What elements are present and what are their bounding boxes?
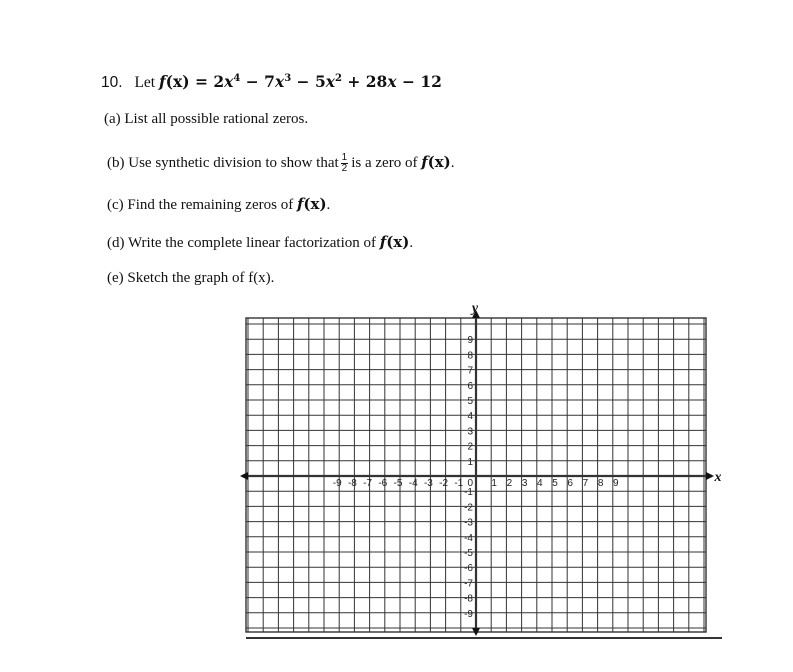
y-tick-label: -6 [464, 563, 473, 575]
y-tick-label: 8 [467, 350, 473, 362]
y-tick-label: -3 [464, 517, 473, 529]
variable: x [387, 72, 397, 91]
y-tick-label: -5 [464, 548, 473, 559]
x-tick-label: -6 [378, 478, 388, 489]
coefficient: 7 [264, 72, 275, 91]
part-b-text-2: is a zero of [351, 155, 418, 171]
x-tick-label: -3 [423, 478, 433, 489]
y-tick-label: 4 [467, 411, 473, 423]
coefficient: 12 [420, 72, 442, 91]
part-e: (e) Sketch the graph of f(x). [107, 270, 275, 286]
variable: x [274, 72, 285, 91]
coefficient: 2 [213, 72, 225, 91]
x-tick-label: -8 [347, 478, 357, 489]
x-tick-label: 8 [597, 478, 604, 489]
y-tick-label: 3 [467, 426, 473, 438]
fraction-numerator: 1 [341, 152, 348, 164]
part-b-arg: (x) [427, 153, 451, 171]
x-tick-label: 9 [613, 478, 619, 489]
y-tick-label: -7 [464, 578, 473, 590]
variable: x [325, 72, 335, 91]
y-axis-label: y [471, 301, 479, 316]
function-arg: (x) [165, 72, 190, 91]
part-b-fn: f [421, 153, 428, 171]
function-name: f [158, 72, 166, 91]
x-tick-label: -4 [408, 478, 418, 489]
part-c-arg: (x) [303, 195, 327, 213]
operator: − [240, 72, 265, 91]
exponent: 2 [334, 73, 342, 84]
x-axis-arrow-right [706, 472, 714, 480]
y-tick-label: 2 [467, 441, 473, 453]
problem-number: 10. [101, 74, 123, 91]
y-tick-label: 1 [467, 456, 473, 468]
y-tick-label: -2 [464, 502, 473, 514]
part-c-fn: f [296, 195, 304, 213]
x-tick-label: -9 [332, 478, 342, 489]
coefficient: 5 [314, 72, 326, 91]
y-tick-label: 7 [467, 365, 473, 377]
y-tick-label: 5 [467, 396, 473, 407]
y-tick-label: -4 [464, 532, 473, 544]
axes [240, 310, 722, 638]
x-tick-label: 3 [521, 478, 528, 489]
equals-sign: = [189, 72, 214, 91]
exponent: 4 [233, 73, 241, 84]
operator: − [291, 72, 315, 91]
x-tick-label: -1 [454, 478, 464, 489]
x-tick-label: 5 [552, 478, 558, 489]
part-d-fn: f [379, 233, 387, 251]
y-tick-label: -9 [464, 608, 473, 620]
y-tick-label: 6 [467, 380, 473, 392]
operator: − [396, 72, 421, 91]
y-tick-label: -8 [464, 593, 473, 605]
problem-lead: Let [134, 74, 156, 91]
y-tick-label: -1 [464, 487, 473, 499]
coefficient: 28 [365, 72, 388, 91]
x-tick-label: 2 [506, 478, 513, 489]
x-tick-label: 6 [567, 478, 573, 489]
x-tick-label: -7 [363, 478, 373, 489]
operator: + [341, 72, 366, 91]
part-d-text: (d) Write the complete linear factorization of [107, 235, 376, 251]
exponent: 3 [284, 73, 292, 84]
part-b-end: . [450, 155, 455, 171]
fraction-denominator: 2 [341, 163, 348, 175]
y-tick-label: 9 [467, 335, 473, 347]
part-a: (a) List all possible rational zeros. [104, 111, 309, 127]
part-b-text: (b) Use synthetic division to show that [107, 155, 339, 171]
part-d-end: . [409, 235, 414, 251]
part-c-text: (c) Find the remaining zeros of [107, 197, 294, 213]
x-axis-arrow-left [240, 472, 248, 480]
part-c-end: . [326, 197, 331, 213]
x-tick-label: 7 [582, 478, 589, 489]
part-d-arg: (x) [386, 233, 410, 251]
x-axis-label: x [714, 470, 722, 485]
x-tick-label: -2 [439, 478, 449, 489]
origin-label: 0 [467, 478, 473, 489]
variable: x [224, 72, 234, 91]
x-tick-label: 4 [537, 478, 543, 489]
x-tick-label: 1 [491, 478, 497, 489]
x-tick-label: -5 [393, 478, 403, 489]
